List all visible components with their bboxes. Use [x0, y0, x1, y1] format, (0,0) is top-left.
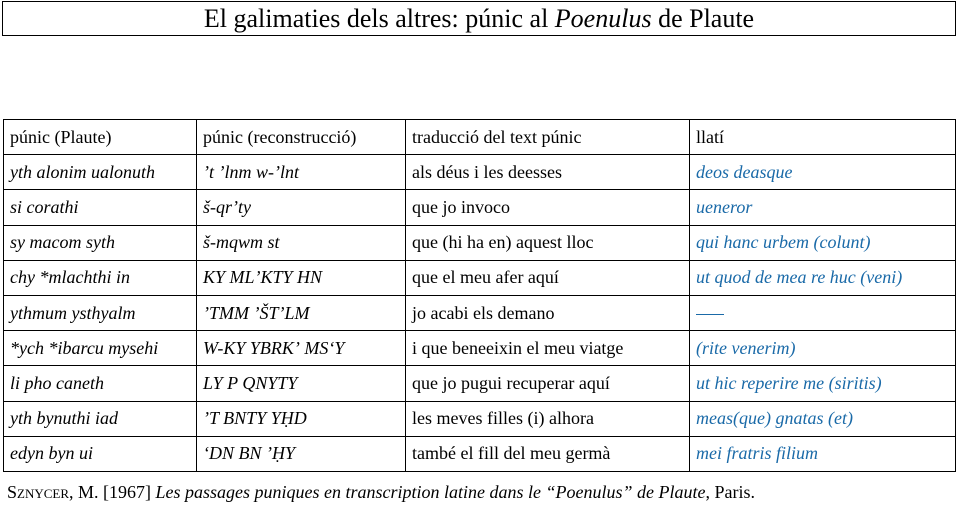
table-row [4, 436, 956, 471]
cell-translation: que jo pugui recuperar aquí [406, 366, 690, 401]
header-punic-plautus: púnic (Plaute) [4, 120, 197, 155]
cell-latin: ut hic reperire me (siritis) [690, 366, 956, 401]
citation-year: , M. [1967] [69, 482, 156, 502]
cell-translation: que el meu afer aquí [406, 260, 690, 295]
cell-translation: les meves filles (i) alhora [406, 401, 690, 436]
citation [7, 482, 755, 503]
table-row [4, 331, 956, 366]
cell-latin: (rite venerim) [690, 331, 956, 366]
cell-punic-plautus: yth alonim ualonuth [4, 155, 197, 190]
cell-punic-plautus: chy *mlachthi in [4, 260, 197, 295]
cell-latin [690, 295, 956, 330]
cell-punic-reconstruction: ʼt ʼlnm w-ʼlnt [197, 155, 406, 190]
table-row [4, 295, 956, 330]
cell-latin: mei fratris filium [690, 436, 956, 471]
header-translation: traducció del text púnic [406, 120, 690, 155]
cell-punic-plautus: yth bynuthi iad [4, 401, 197, 436]
table-row [4, 260, 956, 295]
table-row [4, 225, 956, 260]
table-row [4, 190, 956, 225]
cell-punic-reconstruction: ʼT BNTY YḤD [197, 401, 406, 436]
cell-latin: deos deasque [690, 155, 956, 190]
citation-title: Les passages puniques en transcription latine dans le [155, 482, 546, 502]
cell-translation: que jo invoco [406, 190, 690, 225]
cell-latin: qui hanc urbem (colunt) [690, 225, 956, 260]
cell-punic-reconstruction: LY P QNYTY [197, 366, 406, 401]
cell-punic-plautus: ythmum ysthyalm [4, 295, 197, 330]
cell-punic-plautus: sy macom syth [4, 225, 197, 260]
title-italic: Poenulus [554, 4, 652, 33]
cell-punic-reconstruction: KY MLʼKTY HN [197, 260, 406, 295]
cell-translation: i que beneeixin el meu viatge [406, 331, 690, 366]
cell-punic-plautus: edyn byn ui [4, 436, 197, 471]
cell-latin: meas(que) gnatas (et) [690, 401, 956, 436]
cell-punic-reconstruction: š-qrʼty [197, 190, 406, 225]
header-punic-reconstruction: púnic (reconstrucció) [197, 120, 406, 155]
citation-title-suffix: de Plaute [632, 482, 706, 502]
title-text: El galimaties dels altres: púnic al [203, 4, 555, 33]
table-row [4, 366, 956, 401]
cell-translation: també el fill del meu germà [406, 436, 690, 471]
cell-latin: ueneror [690, 190, 956, 225]
dash-mark [696, 314, 724, 315]
citation-title-quoted: “Poenulus” [545, 482, 633, 502]
table-row [4, 155, 956, 190]
cell-punic-plautus: si corathi [4, 190, 197, 225]
cell-translation: jo acabi els demano [406, 295, 690, 330]
table-row [4, 401, 956, 436]
table-header-row [4, 120, 956, 155]
cell-punic-reconstruction: W-KY YBRKʼ MSʻY [197, 331, 406, 366]
cell-translation: als déus i les deesses [406, 155, 690, 190]
title-suffix: de Plaute [651, 4, 755, 33]
cell-translation: que (hi ha en) aquest lloc [406, 225, 690, 260]
header-latin: llatí [690, 120, 956, 155]
citation-author: Sznycer [7, 482, 70, 502]
cell-punic-reconstruction: ʻDN BN ʼḤY [197, 436, 406, 471]
citation-place: , Paris. [705, 482, 756, 502]
cell-punic-reconstruction: ʼTMM ʼŠTʼLM [197, 295, 406, 330]
page-title [2, 1, 956, 36]
cell-latin: ut quod de mea re huc (veni) [690, 260, 956, 295]
cell-punic-plautus: li pho caneth [4, 366, 197, 401]
cell-punic-reconstruction: š-mqwm st [197, 225, 406, 260]
punic-latin-table [3, 119, 956, 472]
cell-punic-plautus: *ych *ibarcu mysehi [4, 331, 197, 366]
